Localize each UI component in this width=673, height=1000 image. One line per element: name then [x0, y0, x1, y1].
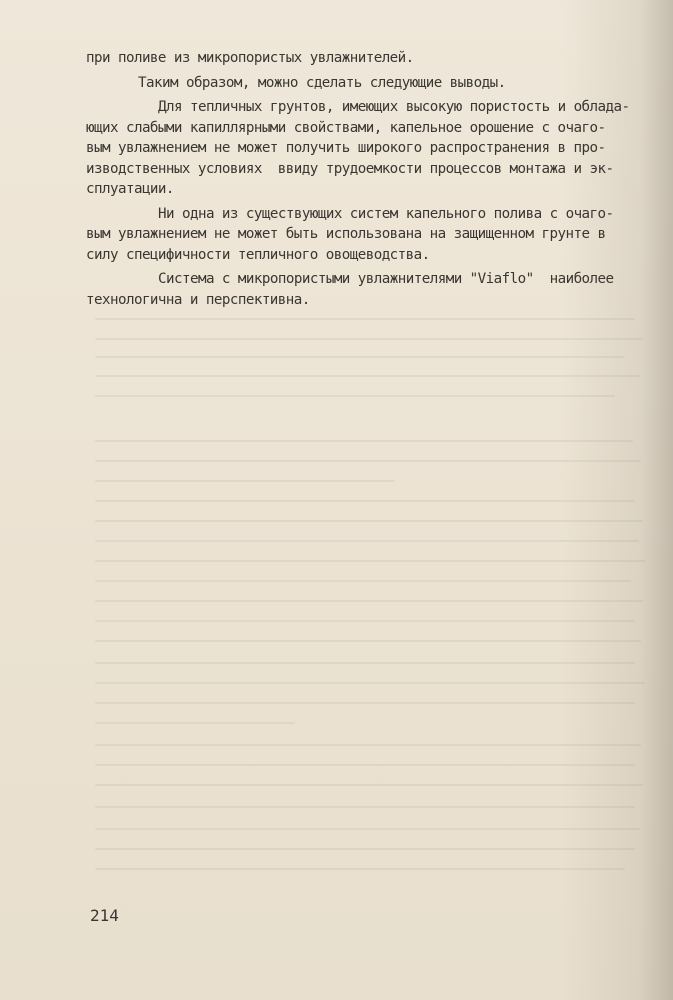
bleed-through-line [95, 806, 635, 808]
bleed-through-line [95, 722, 295, 724]
bleed-through-line [95, 784, 643, 786]
bleed-through-line [95, 356, 625, 358]
body-text [86, 48, 646, 310]
text-line: сплуатации. [86, 181, 174, 197]
page-number: 214 [90, 906, 119, 925]
bleed-through-line [95, 620, 635, 622]
bleed-through-line [95, 395, 615, 397]
bleed-through-line [95, 600, 643, 602]
bleed-through-line [95, 744, 641, 746]
bleed-through-line [95, 540, 639, 542]
bleed-through-line [95, 480, 395, 482]
text-line: технологична и перспективна. [86, 291, 310, 308]
text-line: изводственных условиях ввиду трудоемкости процессов монтажа и эк- [86, 160, 614, 177]
bleed-through-line [95, 520, 643, 522]
bleed-through-line [95, 828, 640, 830]
text-line: вым увлажнением не может быть использована на защищенном грунте в [86, 226, 606, 242]
bleed-through-line [95, 338, 643, 340]
text-line: Система с микропористыми увлажнителями "Viaflo" наиболее [158, 271, 614, 287]
text-line: ющих слабыми капиллярными свойствами, капельное орошение с очаго- [86, 119, 606, 136]
bleed-through-line [95, 375, 640, 377]
text-line: Для тепличных грунтов, имеющих высокую пористость и облада- [158, 99, 630, 115]
bleed-through-line [95, 868, 625, 870]
bleed-through-line [95, 318, 635, 320]
text-line: Таким образом, можно сделать следующие выводы. [138, 74, 506, 91]
bleed-through-line [95, 440, 633, 442]
text-line: Ни одна из существующих систем капельного полива с очаго- [158, 205, 614, 222]
bleed-through-line [95, 560, 645, 562]
bleed-through-line [95, 848, 635, 850]
bleed-through-line [95, 702, 635, 704]
bleed-through-line [95, 460, 641, 462]
bleed-through-line [95, 500, 635, 502]
text-line: силу специфичности тепличного овощеводства. [86, 246, 430, 263]
bleed-through-line [95, 682, 645, 684]
bleed-through-line [95, 580, 631, 582]
text-line: вым увлажнением не может получить широкого распространения в про- [86, 140, 606, 156]
bleed-through-line [95, 662, 635, 664]
bleed-through-line [95, 764, 635, 766]
text-line: при поливе из микропористых увлажнителей. [86, 50, 414, 66]
bleed-through-line [95, 640, 641, 642]
